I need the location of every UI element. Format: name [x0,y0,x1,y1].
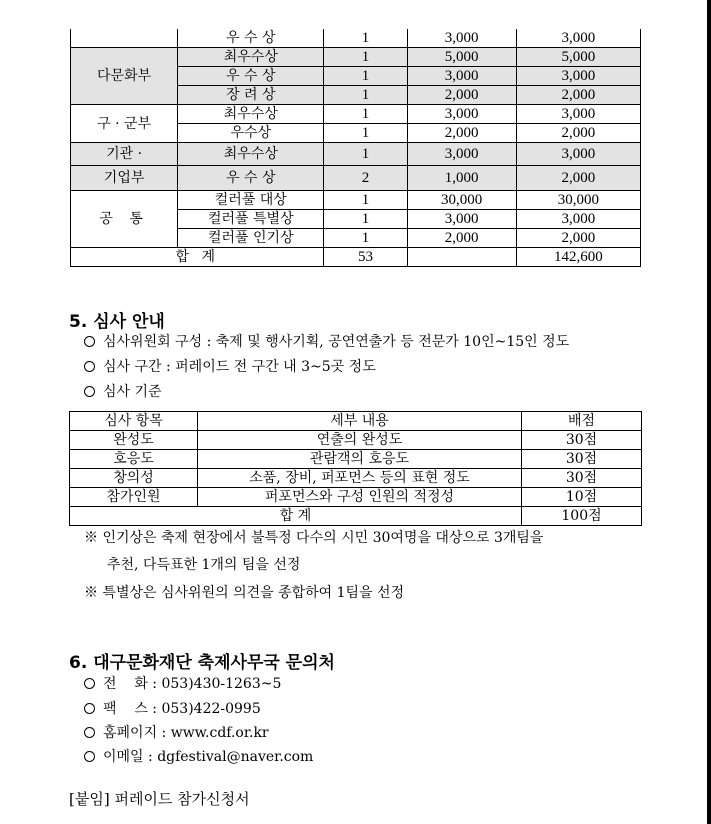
bullet-section [84,356,376,378]
criteria-detail: 퍼포먼스와 구성 인원의 적정성 [198,488,522,507]
contact-email: 이메일 : dgfestival@naver.com [84,746,313,768]
award-cell: 우 수 상 [178,67,324,86]
criteria-score: 10점 [522,488,642,507]
amount-cell: 3,000 [407,67,516,86]
table-row [71,143,641,166]
sum-empty-cell [407,248,516,267]
total-cell: 3,000 [516,29,640,48]
circle-bullet-icon [84,386,95,397]
criteria-table [69,411,642,526]
table-row [70,450,642,469]
criteria-score: 30점 [522,450,642,469]
group-cell: 다문화부 [71,48,178,105]
criteria-detail: 소품, 장비, 퍼포먼스 등의 표현 정도 [198,469,522,488]
attachment-note: [붙임] 퍼레이드 참가신청서 [69,790,250,808]
amount-cell: 3,000 [407,210,516,229]
criteria-sum-score: 100점 [522,507,642,526]
bullet-text: 심사 기준 [103,384,162,400]
contact-label: 이메일 [103,749,144,765]
count-cell: 1 [324,105,407,124]
circle-bullet-icon [84,336,95,347]
table-row [71,166,641,191]
total-cell: 3,000 [516,210,640,229]
amount-cell: 30,000 [407,191,516,210]
section6-title: 6. 대구문화재단 축제사무국 문의처 [69,653,335,673]
award-cell: 우 수 상 [178,166,324,191]
criteria-detail: 연출의 완성도 [198,431,522,450]
contact-phone: 전 화 : 053)430-1263~5 [84,673,281,695]
count-cell: 1 [324,124,407,143]
amount-cell: 2,000 [407,124,516,143]
criteria-item: 호응도 [70,450,198,469]
note-popular-award: ※ 인기상은 축제 현장에서 불특정 다수의 시민 30여명을 대상으로 3개팀을 [84,530,544,546]
group-cell [71,29,178,48]
circle-bullet-icon [84,751,95,762]
count-cell: 1 [324,29,407,48]
total-cell: 3,000 [516,67,640,86]
table-row [70,488,642,507]
contact-label: 홈페이지 [103,725,158,741]
count-cell: 1 [324,48,407,67]
criteria-item: 완성도 [70,431,198,450]
bullet-text: 심사위원회 구성 : 축제 및 행사기획, 공연연출가 등 전문가 10인~15인 정도 [103,334,570,350]
award-cell: 장 려 상 [178,86,324,105]
prize-table [70,29,641,267]
bullet-text: 심사 구간 : 퍼레이드 전 구간 내 3~5곳 정도 [103,359,376,375]
amount-cell: 3,000 [407,105,516,124]
amount-cell: 1,000 [407,166,516,191]
award-cell: 컬러풀 특별상 [178,210,324,229]
count-cell: 1 [324,143,407,166]
amount-cell: 5,000 [407,48,516,67]
table-row [71,191,641,210]
header-detail: 세부 내용 [198,412,522,431]
group-cell: 구 · 군부 [71,105,178,143]
sum-count: 53 [324,248,407,267]
total-cell: 2,000 [516,229,640,248]
contact-fax: 팩 스 : 053)422-0995 [84,698,261,720]
contact-label: 팩 스 [103,701,148,717]
sum-label: 합 계 [71,248,324,267]
header-item: 심사 항목 [70,412,198,431]
circle-bullet-icon [84,678,95,689]
contact-value: 053)422-0995 [161,701,261,717]
bullet-criteria [84,381,162,403]
total-cell: 3,000 [516,143,640,166]
total-cell: 3,000 [516,105,640,124]
count-cell: 1 [324,67,407,86]
contact-value: 053)430-1263~5 [161,676,282,692]
header-score: 배점 [522,412,642,431]
award-cell: 컬러풀 인기상 [178,229,324,248]
amount-cell: 3,000 [407,29,516,48]
sum-row [71,248,641,267]
count-cell: 1 [324,210,407,229]
group-cell: 기업부 [71,166,178,191]
table-header-row [70,412,642,431]
note-special-award: ※ 특별상은 심사위원의 의견을 종합하여 1팀을 선정 [84,585,405,601]
amount-cell: 3,000 [407,143,516,166]
award-cell: 우수상 [178,124,324,143]
award-cell: 최우수상 [178,143,324,166]
group-cell: 공 통 [71,191,178,248]
circle-bullet-icon [84,361,95,372]
table-row [70,469,642,488]
criteria-item: 참가인원 [70,488,198,507]
circle-bullet-icon [84,703,95,714]
page-edge-bar [707,0,711,824]
award-cell: 최우수상 [178,105,324,124]
award-cell: 최우수상 [178,48,324,67]
table-row [71,105,641,124]
contact-homepage: 홈페이지 : www.cdf.or.kr [84,722,269,744]
total-cell: 2,000 [516,86,640,105]
count-cell: 1 [324,191,407,210]
amount-cell: 2,000 [407,229,516,248]
total-cell: 30,000 [516,191,640,210]
sum-total: 142,600 [516,248,640,267]
note-popular-award-cont: 추천, 다득표한 1개의 팀을 선정 [107,557,301,573]
criteria-score: 30점 [522,469,642,488]
table-row [71,48,641,67]
total-cell: 2,000 [516,166,640,191]
contact-label: 전 화 [103,676,148,692]
criteria-detail: 관람객의 호응도 [198,450,522,469]
count-cell: 1 [324,86,407,105]
circle-bullet-icon [84,727,95,738]
table-row [70,431,642,450]
count-cell: 1 [324,229,407,248]
contact-value: dgfestival@naver.com [157,749,314,765]
criteria-item: 창의성 [70,469,198,488]
bullet-committee [84,331,569,353]
section5-title: 5. 심사 안내 [69,312,165,332]
total-cell: 2,000 [516,124,640,143]
criteria-sum-label: 합 계 [70,507,522,526]
contact-value: www.cdf.or.kr [170,725,269,741]
criteria-score: 30점 [522,431,642,450]
group-cell: 기관 · [71,143,178,166]
table-row [71,29,641,48]
sum-row [70,507,642,526]
total-cell: 5,000 [516,48,640,67]
count-cell: 2 [324,166,407,191]
award-cell: 우 수 상 [178,29,324,48]
award-cell: 컬러풀 대상 [178,191,324,210]
amount-cell: 2,000 [407,86,516,105]
